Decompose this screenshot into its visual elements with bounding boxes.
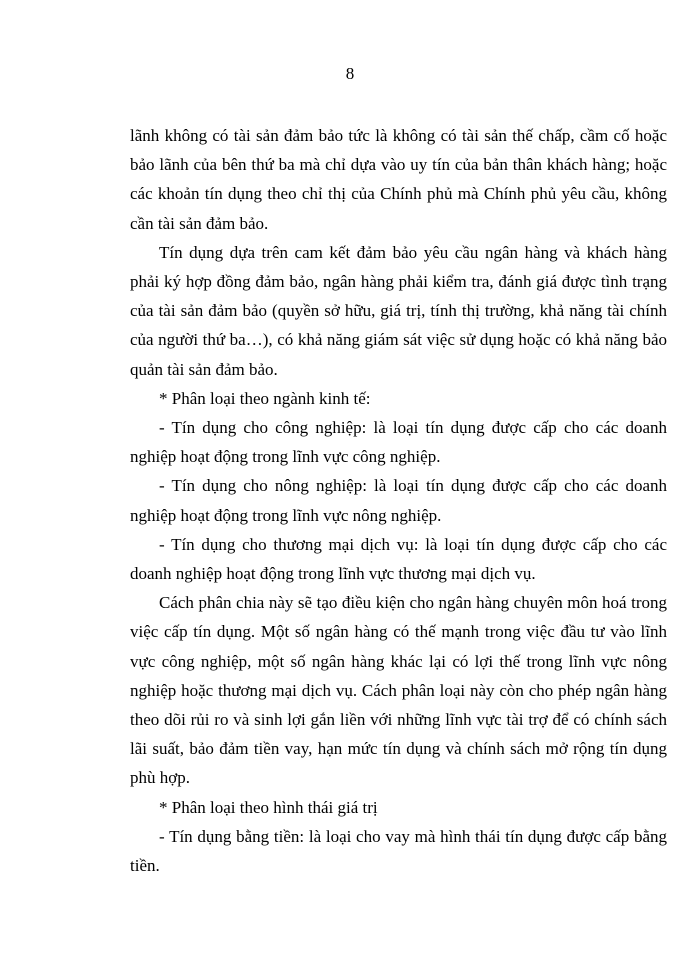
list-item-money-credit: - Tín dụng bằng tiền: là loại cho vay mà hình thái tín dụng được cấp bằng tiền.: [130, 826, 667, 876]
list-item-industry-credit: - Tín dụng cho công nghiệp: là loại tín dụng được cấp cho các doanh nghiệp hoạt động trong lĩnh vực công nghiệp.: [130, 418, 667, 467]
paragraph-classification-benefits: Cách phân chia này sẽ tạo điều kiện cho ngân hàng chuyên môn hoá trong việc cấp tín dụng. Một số ngân hàng có thế mạnh trong việc đầu tư vào lĩnh vực công nghiệp, một số ngân hàng khác lại có lợi thế trong lĩnh vực nông nghiệp hoặc thương mại dịch vụ. Cách phân loại này còn cho phép ngân hàng theo dõi rủi ro và sinh lợi gắn liền với những lĩnh vực tài trợ để có chính sách lãi suất, bảo đảm tiền vay, hạn mức tín dụng và chính sách mở rộng tín dụng phù hợp.: [130, 593, 667, 788]
paragraph-collateral-credit: Tín dụng dựa trên cam kết đảm bảo yêu cầu ngân hàng và khách hàng phải ký hợp đồng đảm bảo, ngân hàng phải kiểm tra, đánh giá được tình trạng của tài sản đảm bảo (quyền sở hữu, giá trị, tính thị trường, khả năng tài chính của người thứ ba…), có khả năng giám sát việc sử dụng hoặc có khả năng bảo quản tài sản đảm bảo.: [130, 242, 667, 379]
page-number: 8: [345, 64, 355, 83]
paragraph-continuation: lãnh không có tài sản đảm bảo tức là không có tài sản thế chấp, cầm cố hoặc bảo lãnh của bên thứ ba mà chỉ dựa vào uy tín của bản thân khách hàng; hoặc các khoản tín dụng theo chỉ thị của Chính phủ mà Chính phủ yêu cầu, không cần tài sản đảm bảo.: [130, 126, 667, 233]
heading-economic-sector: * Phân loại theo ngành kinh tế:: [159, 388, 371, 408]
list-item-agriculture-credit: - Tín dụng cho nông nghiệp: là loại tín dụng được cấp cho các doanh nghiệp hoạt động trong lĩnh vực nông nghiệp.: [130, 476, 667, 525]
document-body: [130, 121, 667, 880]
list-item-trade-service-credit: - Tín dụng cho thương mại dịch vụ: là loại tín dụng được cấp cho các doanh nghiệp hoạt động trong lĩnh vực thương mại dịch vụ.: [130, 534, 667, 584]
heading-value-form: * Phân loại theo hình thái giá trị: [159, 797, 378, 817]
